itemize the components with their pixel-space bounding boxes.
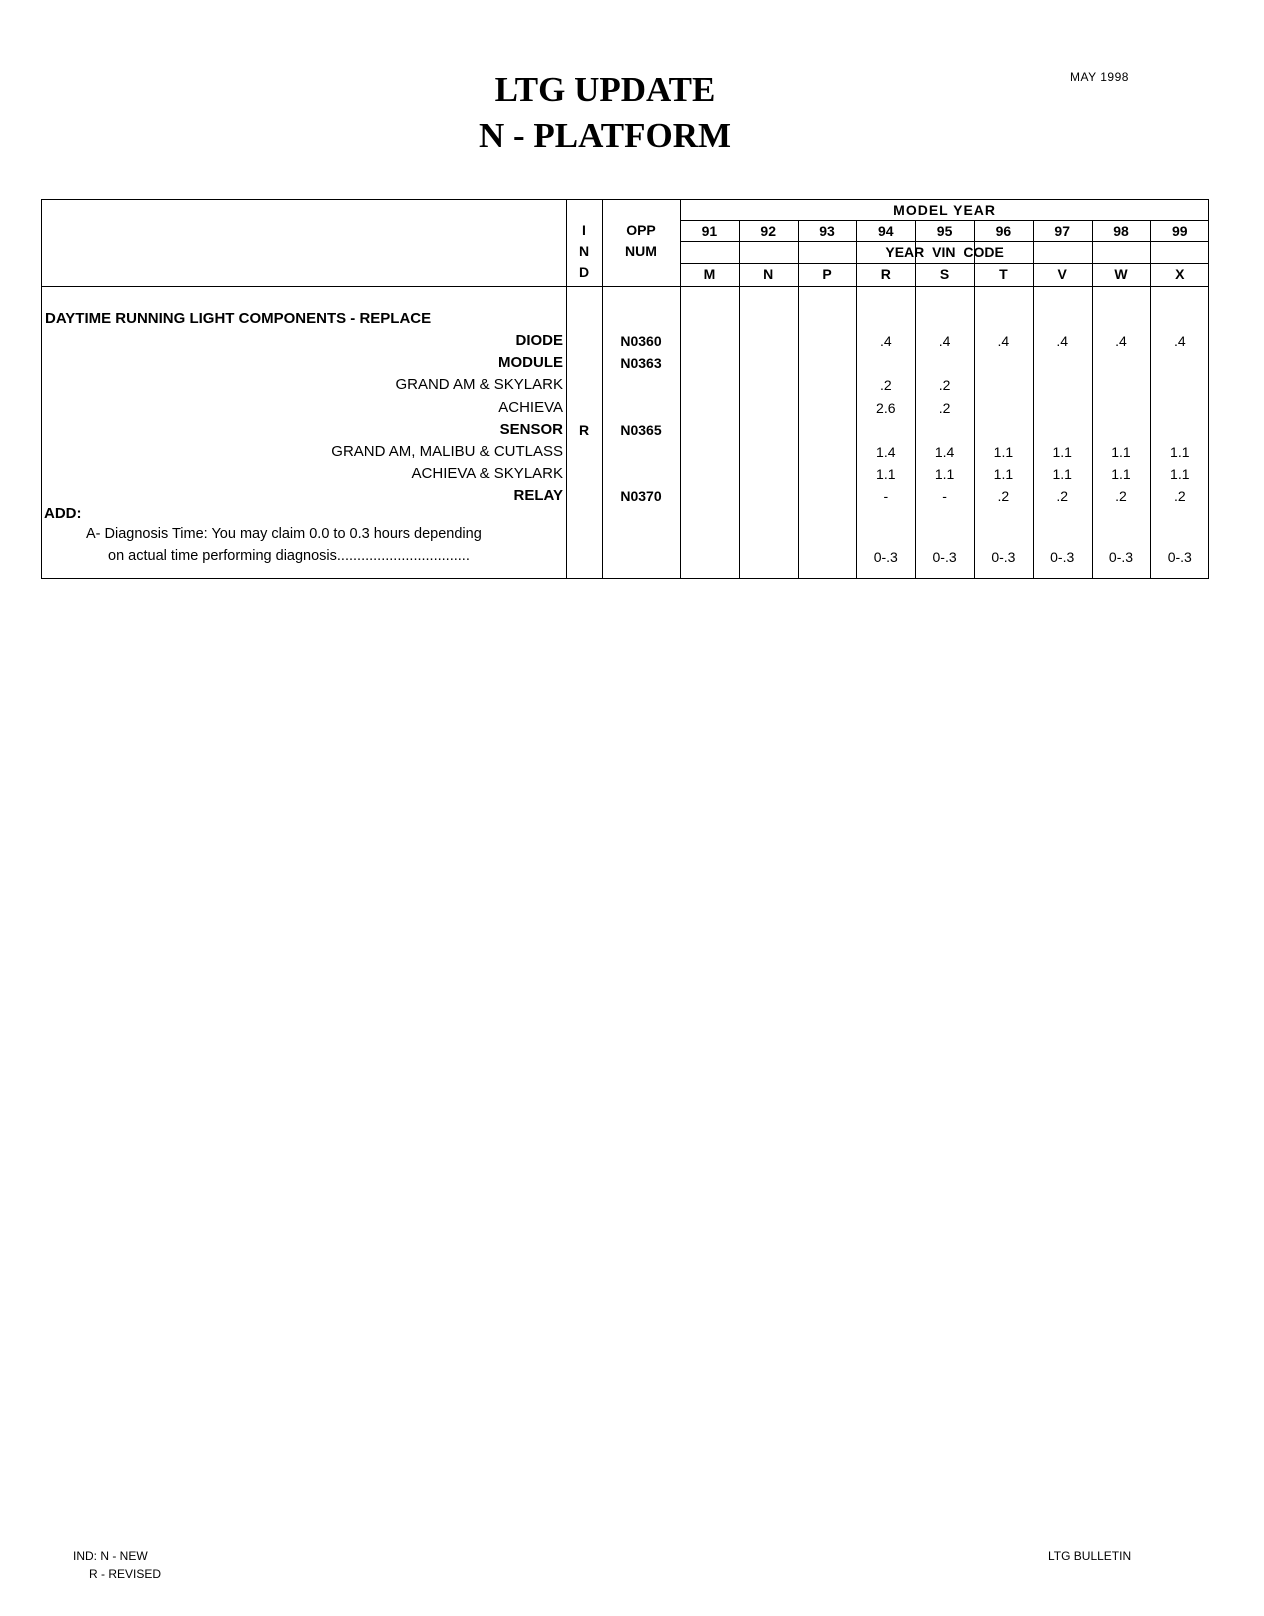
year-header: 92: [760, 223, 776, 239]
labor-time-value: .4: [1115, 333, 1127, 349]
vin-code-header: X: [1175, 266, 1185, 282]
diagnosis-time-value: 0-.3: [873, 549, 898, 565]
labor-time-value: .2: [1115, 488, 1127, 505]
labor-time-value: 1.1: [993, 444, 1014, 460]
row-label: RELAY: [513, 487, 563, 505]
opp-num: N0370: [620, 488, 662, 505]
diagnosis-time-value: 0-.3: [1050, 549, 1075, 565]
year-vin-code-header: YEAR VIN CODE: [885, 244, 1004, 260]
ind-legend-new: IND: N - NEW: [73, 1549, 148, 1563]
model-year-header: MODEL YEAR: [893, 202, 997, 218]
header-divider: [680, 220, 1209, 221]
row-label: MODULE: [498, 354, 563, 372]
labor-time-value: .2: [938, 377, 951, 394]
document-title: LTG UPDATE: [494, 70, 716, 109]
section-title: DAYTIME RUNNING LIGHT COMPONENTS - REPLACE: [45, 310, 432, 327]
opp-num: N0360: [620, 333, 662, 349]
add-label: ADD:: [44, 505, 82, 522]
labor-time-value: 1.1: [876, 466, 896, 483]
labor-time-value: 1.1: [1111, 444, 1131, 460]
vin-code-header: T: [999, 266, 1008, 282]
ind-header-letter: N: [578, 243, 590, 259]
bulletin-label: LTG BULLETIN: [1048, 1549, 1132, 1563]
vin-code-header: R: [880, 266, 891, 282]
labor-time-value: 1.4: [876, 444, 896, 460]
diagnosis-time-value: 0-.3: [991, 549, 1016, 565]
labor-time-value: .4: [1173, 333, 1186, 349]
year-header: 93: [819, 223, 835, 239]
labor-time-value: 1.1: [993, 466, 1014, 483]
labor-time-value: .4: [1056, 333, 1069, 349]
row-label: GRAND AM, MALIBU & CUTLASS: [331, 443, 563, 460]
opp-num: N0365: [620, 421, 662, 438]
labor-time-value: 2.6: [876, 399, 896, 416]
labor-time-value: .2: [1173, 488, 1186, 505]
vin-code-header: S: [939, 266, 950, 282]
vin-code-header: V: [1057, 266, 1067, 282]
vin-code-header: M: [703, 266, 716, 282]
num-header: NUM: [625, 243, 657, 259]
year-header: 97: [1054, 223, 1070, 239]
year-header: 96: [995, 223, 1012, 239]
header-bottom-divider: [42, 286, 1208, 287]
labor-time-value: .2: [1056, 488, 1069, 505]
year-header: 94: [878, 223, 894, 239]
diagnosis-time-value: 0-.3: [1167, 549, 1192, 565]
ind-header-letter: D: [578, 264, 590, 280]
document-date: MAY 1998: [1070, 70, 1129, 84]
ind-header-letter: I: [582, 222, 586, 238]
vin-code-header: N: [763, 266, 774, 282]
labor-time-value: 1.1: [1111, 466, 1131, 483]
row-label: SENSOR: [499, 420, 563, 438]
year-header: 95: [936, 223, 953, 239]
labor-time-value: -: [942, 488, 947, 505]
labor-time-table: [41, 199, 1209, 579]
year-header: 91: [701, 223, 718, 239]
add-note-line2: on actual time performing diagnosis.................................: [108, 548, 470, 564]
header-divider: [680, 263, 1209, 264]
ind-value: R: [578, 421, 590, 438]
opp-header: OPP: [626, 222, 656, 238]
labor-time-value: .2: [879, 377, 892, 394]
ind-legend-revised: R - REVISED: [89, 1567, 162, 1581]
labor-time-value: .2: [997, 488, 1010, 505]
row-label: DIODE: [515, 332, 563, 349]
row-label: ACHIEVA & SKYLARK: [411, 465, 563, 483]
diagnosis-time-value: 0-.3: [1108, 549, 1134, 565]
labor-time-value: .4: [997, 333, 1010, 349]
labor-time-value: 1.1: [934, 466, 955, 483]
labor-time-value: 1.1: [1170, 466, 1190, 483]
header-divider: [680, 241, 1209, 242]
diagnosis-time-value: 0-.3: [932, 549, 957, 565]
labor-time-value: 1.1: [1052, 444, 1072, 460]
year-header: 99: [1172, 223, 1188, 239]
labor-time-value: .4: [879, 333, 892, 349]
opp-num: N0363: [620, 355, 662, 372]
vin-code-header: P: [822, 266, 832, 282]
labor-time-value: 1.1: [1052, 466, 1072, 483]
labor-time-value: -: [883, 488, 889, 505]
year-header: 98: [1113, 223, 1129, 239]
row-label: GRAND AM & SKYLARK: [395, 376, 563, 394]
labor-time-value: .4: [938, 333, 951, 349]
labor-time-value: 1.1: [1170, 444, 1190, 460]
document-subtitle: N - PLATFORM: [478, 116, 732, 155]
labor-time-value: .2: [938, 399, 951, 416]
labor-time-value: 1.4: [934, 444, 955, 460]
add-note-line1: A- Diagnosis Time: You may claim 0.0 to 0.3 hours depending: [86, 526, 482, 542]
vin-code-header: W: [1114, 266, 1128, 282]
row-label: ACHIEVA: [498, 398, 563, 416]
